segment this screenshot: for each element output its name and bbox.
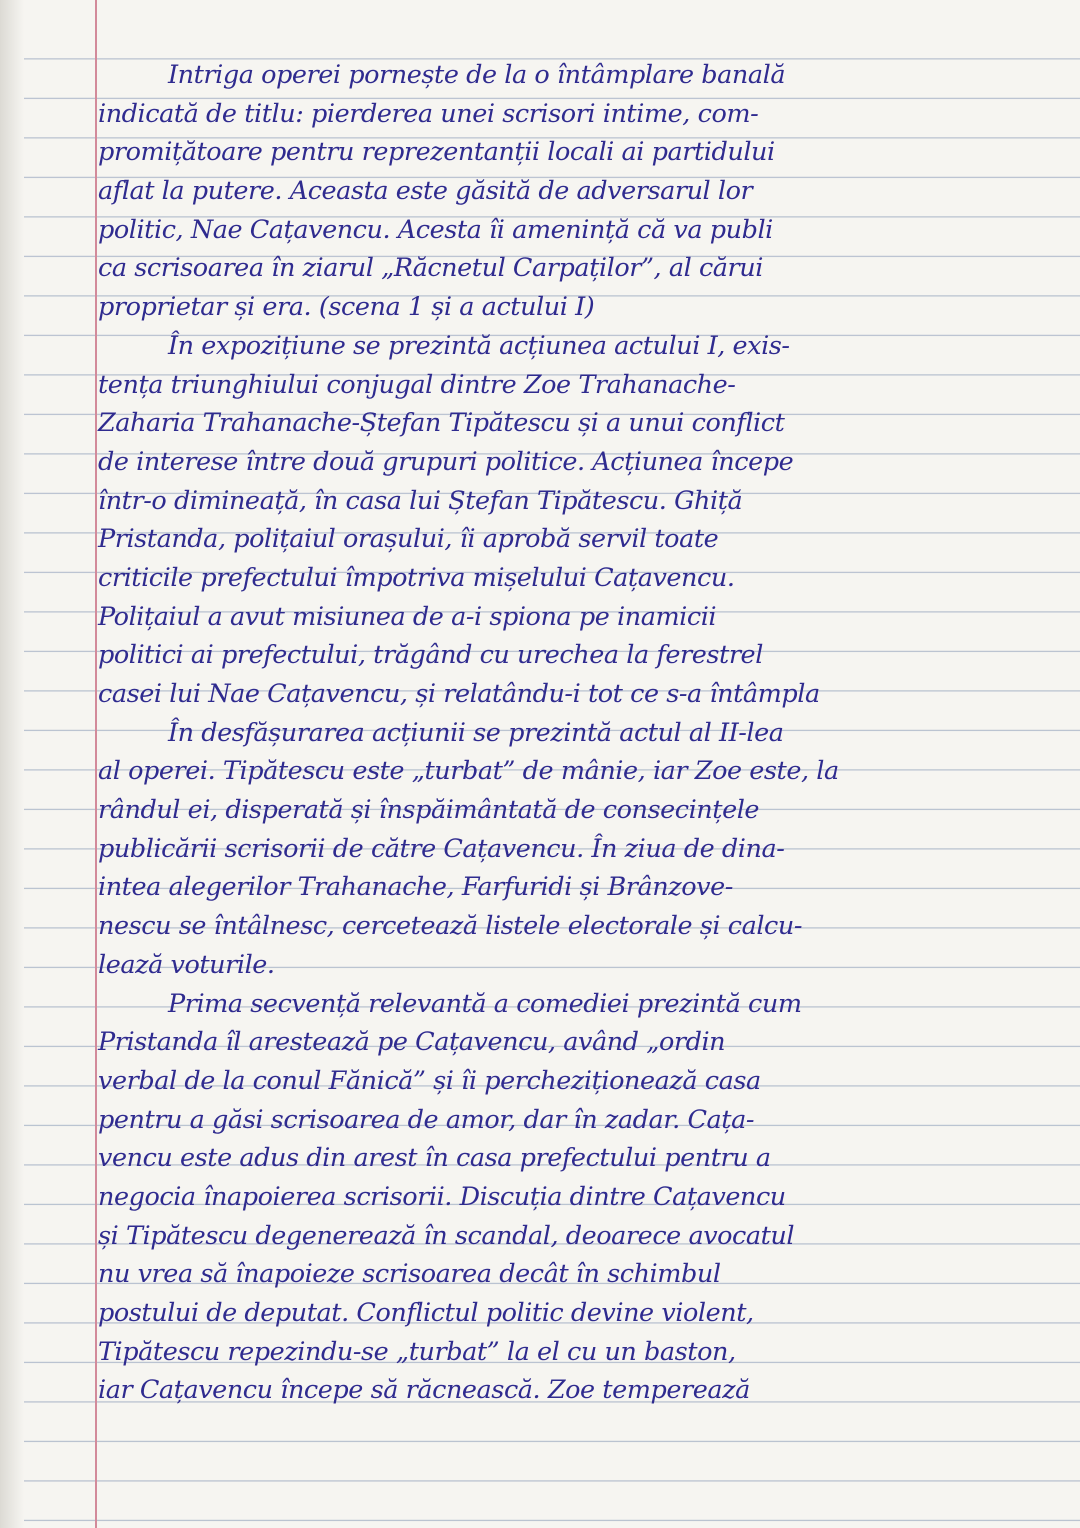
text-line: Pristanda îl arestează pe Cațavencu, având „ordin: [98, 1027, 726, 1058]
handwritten-essay: [98, 56, 1048, 1410]
text-line: tența triunghiului conjugal dintre Zoe Trahanache-: [98, 369, 736, 400]
text-line: casei lui Nae Cațavencu, și relatându-i tot ce s-a întâmpla: [98, 679, 820, 709]
text-line: iar Cațavencu începe să răcnească. Zoe temperează: [98, 1375, 750, 1406]
text-line: indicată de titlu: pierderea unei scrisori intime, com-: [98, 98, 759, 129]
text-line: aflat la putere. Aceasta este găsită de adversarul lor: [98, 176, 753, 207]
margin-line: [95, 0, 97, 1528]
text-line: politici ai prefectului, trăgând cu urechea la ferestrel: [98, 640, 763, 671]
text-line: Intriga operei pornește de la o întâmplare banală: [168, 60, 786, 90]
text-line: al operei. Tipătescu este „turbat” de mânie, iar Zoe este, la: [98, 756, 839, 787]
text-line: ca scrisoarea în ziarul „Răcnetul Carpaților”, al cărui: [98, 253, 763, 284]
text-line: publicării scrisorii de către Cațavencu. În ziua de dina-: [98, 833, 785, 864]
text-line: Prima secvență relevantă a comediei prezintă cum: [168, 988, 802, 1019]
text-line: Tipătescu repezindu-se „turbat” la el cu un baston,: [98, 1336, 736, 1367]
text-line: politic, Nae Cațavencu. Acesta îi amenință că va publi: [98, 214, 773, 245]
text-line: negocia înapoierea scrisorii. Discuția dintre Cațavencu: [98, 1181, 786, 1212]
text-line: În expozițiune se prezintă acțiunea actului I, exis-: [168, 330, 790, 361]
text-line: postului de deputat. Conflictul politic devine violent,: [98, 1298, 754, 1328]
text-line: rândul ei, disperată și înspăimântată de consecințele: [98, 795, 760, 826]
text-line: Polițaiul a avut misiunea de a-i spiona pe inamicii: [98, 601, 717, 632]
text-line: de interese între două grupuri politice. Acțiunea începe: [98, 446, 794, 477]
text-line: Pristanda, polițaiul orașului, îi aprobă servil toate: [98, 524, 719, 555]
text-line: intea alegerilor Trahanache, Farfuridi și Brânzove-: [98, 872, 733, 903]
text-line: nescu se întâlnesc, cercetează listele electorale și calcu-: [98, 911, 802, 942]
text-line: pentru a găsi scrisoarea de amor, dar în zadar. Cața-: [98, 1104, 754, 1135]
text-line: promițătoare pentru reprezentanții locali ai partidului: [98, 137, 775, 168]
text-line: Zaharia Trahanache-Ștefan Tipătescu și a unui conflict: [98, 408, 785, 439]
text-line: verbal de la conul Fănică” și îi percheziționează casa: [98, 1065, 761, 1096]
text-line: nu vrea să înapoieze scrisoarea decât în schimbul: [98, 1259, 721, 1290]
text-line: criticile prefectului împotriva mișelului Cațavencu.: [98, 562, 735, 593]
text-line: proprietar și era. (scena 1 și a actului I): [98, 292, 595, 323]
text-line: În desfășurarea acțiunii se prezintă actul al II-lea: [168, 717, 784, 748]
text-line: vencu este adus din arest în casa prefectului pentru a: [98, 1143, 771, 1174]
text-line: și Tipătescu degenerează în scandal, deoarece avocatul: [98, 1220, 795, 1251]
text-line: într-o dimineață, în casa lui Ștefan Tipătescu. Ghiță: [98, 485, 743, 516]
text-line: lează voturile.: [98, 949, 275, 980]
page-binding: [0, 0, 24, 1528]
